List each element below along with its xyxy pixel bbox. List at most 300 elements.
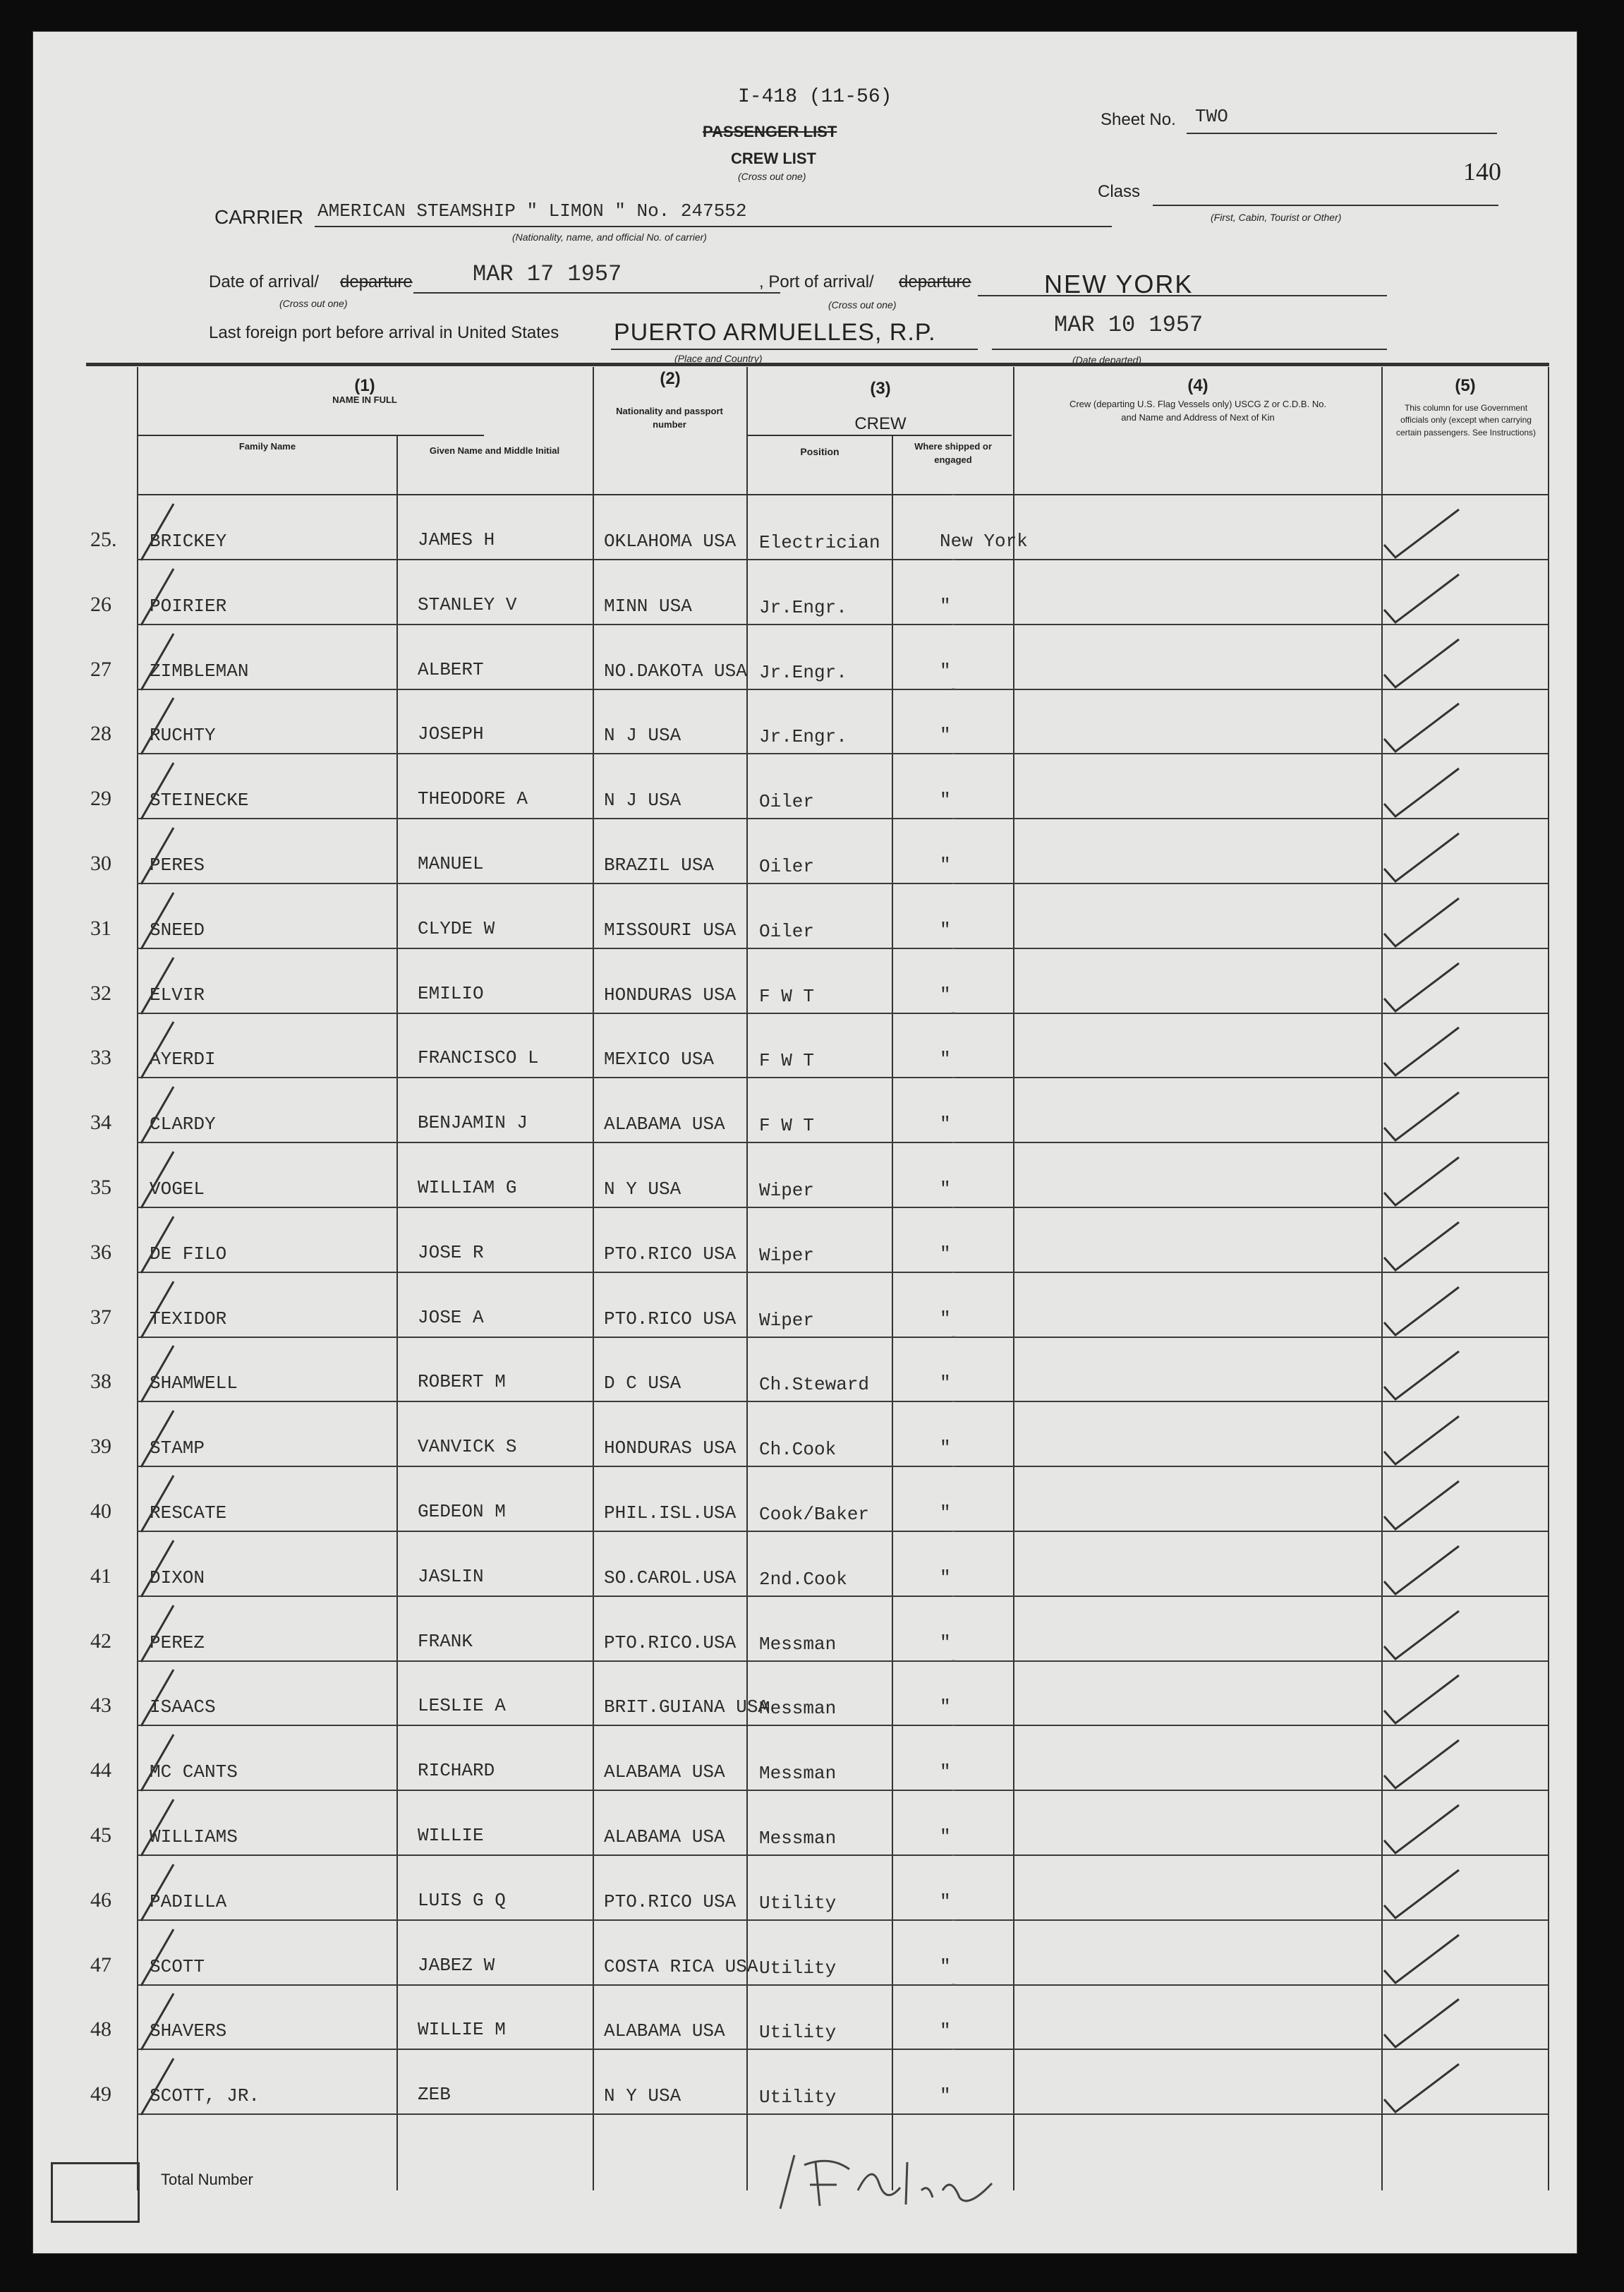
nationality-cell: MISSOURI USA	[604, 919, 737, 941]
family-name-cell: BRICKEY	[150, 531, 227, 552]
tick-mark: -	[950, 553, 957, 567]
nationality-cell: PTO.RICO USA	[604, 1243, 737, 1265]
where-shipped-cell: "	[940, 725, 951, 747]
check-slash-mark	[138, 1601, 181, 1668]
checkmark-icon	[1380, 893, 1465, 953]
checkmark-icon	[1380, 1217, 1465, 1277]
family-name-cell: VOGEL	[150, 1178, 205, 1200]
position-cell: F W T	[759, 985, 815, 1007]
table-row	[32, 1524, 1577, 1598]
given-name-cell: ZEB	[418, 2084, 451, 2106]
nationality-cell: N Y USA	[604, 2085, 681, 2107]
where-shipped-cell: "	[940, 1761, 951, 1783]
row-number: 30	[90, 852, 111, 875]
position-cell: Cook/Baker	[759, 1504, 870, 1525]
check-slash-mark	[138, 1665, 181, 1732]
table-row	[32, 1006, 1577, 1080]
row-number: 41	[90, 1564, 111, 1588]
col4-title: Crew (departing U.S. Flag Vessels only) USCG Z or C.D.B. No. and Name and Address of Next of Kin	[1069, 399, 1327, 423]
tick-mark: -	[950, 488, 957, 502]
position-cell: 2nd.Cook	[759, 1568, 847, 1590]
name-sub-rule	[138, 435, 484, 436]
check-slash-mark	[138, 1277, 181, 1344]
given-name-cell: RICHARD	[418, 1760, 495, 1782]
checkmark-icon	[1380, 1864, 1465, 1924]
row-number: 26	[90, 592, 111, 616]
class-label: Class	[1098, 182, 1141, 201]
tick-mark: -	[950, 1330, 957, 1345]
position-cell: Utility	[759, 1892, 837, 1914]
where-shipped-cell: "	[940, 1049, 951, 1070]
col1-num: (1)	[354, 376, 375, 395]
table-row	[32, 1848, 1577, 1922]
row-number: 25.	[90, 528, 117, 551]
row-number: 33	[90, 1046, 111, 1070]
given-name-cell: JOSE A	[418, 1306, 484, 1328]
row-rule	[137, 1854, 1548, 1856]
row-number: 32	[90, 981, 111, 1005]
row-number: 27	[90, 657, 111, 681]
col-given-head: Given Name and Middle Initial	[429, 445, 560, 456]
row-rule	[137, 1337, 1548, 1338]
row-rule	[137, 2113, 1548, 2115]
date-departed-note: (Date departed)	[1072, 354, 1142, 366]
check-slash-mark	[138, 1536, 181, 1603]
row-number: 35	[90, 1176, 111, 1199]
checkmark-icon	[1380, 1281, 1465, 1341]
page-number: 140	[1463, 157, 1501, 186]
last-port-label: Last foreign port before arrival in United States	[209, 323, 559, 342]
checkmark-icon	[1380, 1346, 1465, 1406]
carrier-label: CARRIER	[214, 206, 304, 228]
position-cell: Utility	[759, 2087, 837, 2109]
where-shipped-cell: "	[940, 2085, 951, 2107]
nationality-cell: HONDURAS USA	[604, 1437, 737, 1459]
date-rule	[413, 292, 780, 294]
row-rule	[137, 1466, 1548, 1467]
row-number: 38	[90, 1370, 111, 1394]
header-bottom-rule	[138, 494, 1548, 495]
position-cell: Wiper	[759, 1244, 815, 1266]
position-cell: Oiler	[759, 920, 815, 942]
date-label: Date of arrival/	[209, 272, 320, 291]
tick-mark: -	[950, 1654, 957, 1669]
family-name-cell: SHAMWELL	[150, 1373, 238, 1394]
row-rule	[137, 1790, 1548, 1791]
tick-mark: -	[950, 617, 957, 632]
position-cell: Messman	[759, 1763, 837, 1785]
sheet-label: Sheet No.	[1101, 110, 1176, 129]
row-number: 47	[90, 1953, 111, 1977]
tick-mark: -	[950, 747, 957, 762]
row-rule	[137, 1660, 1548, 1662]
table-row	[32, 1978, 1577, 2051]
check-slash-mark	[138, 1018, 181, 1085]
given-name-cell: CLYDE W	[418, 917, 495, 939]
checkmark-icon	[1380, 1411, 1465, 1471]
checkmark-icon	[1380, 634, 1465, 694]
row-number: 46	[90, 1888, 111, 1912]
table-row	[32, 1460, 1577, 1533]
tick-mark: -	[950, 1913, 957, 1928]
position-cell: F W T	[759, 1115, 815, 1137]
check-slash-mark	[138, 1989, 181, 2056]
given-name-cell: JOSEPH	[418, 723, 484, 745]
last-port-rule	[611, 349, 978, 350]
check-slash-mark	[138, 500, 181, 567]
nationality-cell: PTO.RICO.USA	[604, 1631, 737, 1653]
family-name-cell: TEXIDOR	[150, 1308, 227, 1329]
row-number: 39	[90, 1435, 111, 1459]
checkmark-icon	[1380, 1152, 1465, 1212]
row-rule	[137, 1531, 1548, 1532]
checkmark-icon	[1380, 1994, 1465, 2053]
where-shipped-cell: "	[940, 919, 951, 941]
tick-mark: -	[950, 876, 957, 891]
position-cell: Ch.Cook	[759, 1439, 837, 1461]
checkmark-icon	[1380, 2058, 1465, 2118]
crew-list-form	[32, 31, 1577, 2254]
tick-mark: -	[950, 1460, 957, 1474]
port-value: NEW YORK	[1044, 270, 1194, 298]
family-name-cell: AYERDI	[150, 1049, 216, 1070]
family-name-cell: PEREZ	[150, 1631, 205, 1653]
family-name-cell: PERES	[150, 855, 205, 876]
last-port-value: PUERTO ARMUELLES, R.P.	[614, 319, 936, 346]
tick-mark: -	[950, 1136, 957, 1150]
table-row	[32, 488, 1577, 562]
nationality-cell: MEXICO USA	[604, 1049, 715, 1070]
table-row	[32, 812, 1577, 886]
family-name-cell: RUCHTY	[150, 725, 216, 747]
carrier-value: AMERICAN STEAMSHIP " LIMON " No. 247552	[317, 200, 747, 222]
tick-mark: -	[950, 1265, 957, 1280]
where-shipped-cell: "	[940, 855, 951, 876]
given-name-cell: THEODORE A	[418, 788, 528, 810]
table-row	[32, 1654, 1577, 1727]
nationality-cell: N J USA	[604, 725, 681, 747]
row-number: 29	[90, 787, 111, 811]
table-row	[32, 1784, 1577, 1857]
check-slash-mark	[138, 1471, 181, 1538]
table-row	[32, 1330, 1577, 1404]
where-shipped-cell: "	[940, 984, 951, 1006]
family-name-cell: SCOTT	[150, 1955, 205, 1977]
tick-mark: -	[950, 1848, 957, 1863]
row-rule	[137, 624, 1548, 625]
position-cell: Utility	[759, 2022, 837, 2044]
check-slash-mark	[138, 1341, 181, 1409]
given-name-cell: BENJAMIN J	[418, 1112, 528, 1134]
col2-title: Nationality and passport number	[616, 406, 723, 430]
row-number: 40	[90, 1500, 111, 1523]
family-name-cell: POIRIER	[150, 595, 227, 617]
row-rule	[137, 818, 1548, 819]
col3-title: CREW	[854, 414, 907, 433]
row-number: 34	[90, 1111, 111, 1135]
nationality-cell: BRIT.GUIANA USA	[604, 1696, 770, 1718]
col4-num: (4)	[1187, 376, 1208, 395]
nationality-cell: D C USA	[604, 1373, 681, 1394]
check-slash-mark	[138, 2054, 181, 2121]
table-row	[32, 1071, 1577, 1145]
nationality-cell: PTO.RICO USA	[604, 1890, 737, 1912]
where-shipped-cell: "	[940, 1502, 951, 1524]
check-slash-mark	[138, 824, 181, 891]
where-shipped-cell: "	[940, 790, 951, 812]
tick-mark: -	[950, 1978, 957, 1993]
row-number: 44	[90, 1759, 111, 1783]
nationality-cell: ALABAMA USA	[604, 1826, 725, 1847]
given-name-cell: VANVICK S	[418, 1436, 517, 1458]
given-name-cell: WILLIE M	[418, 2019, 506, 2041]
family-name-cell: DE FILO	[150, 1243, 227, 1265]
col-where-head: Where shipped or engaged	[914, 441, 992, 465]
table-top-rule	[86, 363, 1549, 366]
given-name-cell: WILLIAM G	[418, 1177, 517, 1198]
row-rule	[137, 948, 1548, 949]
checkmark-icon	[1380, 569, 1465, 629]
check-slash-mark	[138, 1406, 181, 1473]
last-port-note: (Place and Country)	[674, 353, 763, 364]
port-note: (Cross out one)	[828, 299, 897, 310]
family-name-cell: PADILLA	[150, 1890, 227, 1912]
row-number: 36	[90, 1240, 111, 1264]
row-rule	[137, 753, 1548, 754]
check-slash-mark	[138, 1860, 181, 1927]
row-number: 48	[90, 2017, 111, 2041]
given-name-cell: LUIS G Q	[418, 1889, 506, 1911]
class-rule	[1153, 205, 1498, 206]
where-shipped-cell: "	[940, 1631, 951, 1653]
where-shipped-cell: "	[940, 595, 951, 617]
nationality-cell: SO.CAROL.USA	[604, 1567, 737, 1588]
date-value: MAR 17 1957	[473, 261, 622, 287]
family-name-cell: STAMP	[150, 1437, 205, 1459]
table-row	[32, 1913, 1577, 1987]
where-shipped-cell: "	[940, 2020, 951, 2042]
table-row	[32, 1589, 1577, 1663]
nationality-cell: ALABAMA USA	[604, 2020, 725, 2042]
checkmark-icon	[1380, 1540, 1465, 1600]
given-name-cell: ROBERT M	[418, 1371, 506, 1393]
col-position-head: Position	[800, 446, 840, 457]
tick-mark: -	[950, 2043, 957, 2058]
row-number: 49	[90, 2082, 111, 2106]
given-name-cell: JAMES H	[418, 529, 495, 550]
family-name-cell: ISAACS	[150, 1696, 216, 1718]
row-number: 31	[90, 916, 111, 940]
checkmark-icon	[1380, 1605, 1465, 1665]
total-number-label: Total Number	[161, 2171, 253, 2188]
checkmark-icon	[1380, 1087, 1465, 1147]
col5-title: This column for use Government officials only (except when carrying certain passengers. See Instructions)	[1395, 403, 1537, 438]
position-cell: Jr.Engr.	[759, 661, 847, 683]
position-cell: Messman	[759, 1633, 837, 1655]
given-name-cell: EMILIO	[418, 982, 484, 1004]
checkmark-icon	[1380, 504, 1465, 564]
date-departed-rule	[992, 349, 1387, 350]
position-cell: Messman	[759, 1828, 837, 1849]
checkmark-icon	[1380, 1799, 1465, 1859]
checkmark-icon	[1380, 1022, 1465, 1082]
position-cell: Utility	[759, 1957, 837, 1979]
family-name-cell: ELVIR	[150, 984, 205, 1006]
table-row	[32, 747, 1577, 821]
nationality-cell: BRAZIL USA	[604, 855, 715, 876]
col-family-head: Family Name	[238, 441, 296, 452]
family-name-cell: DIXON	[150, 1567, 205, 1588]
given-name-cell: JOSE R	[418, 1241, 484, 1263]
position-cell: Ch.Steward	[759, 1374, 870, 1396]
table-row	[32, 1200, 1577, 1274]
nationality-cell: PHIL.ISL.USA	[604, 1502, 737, 1524]
check-slash-mark	[138, 953, 181, 1020]
table-row	[32, 1265, 1577, 1339]
family-name-cell: MC CANTS	[150, 1761, 238, 1783]
where-shipped-cell: "	[940, 1696, 951, 1718]
row-rule	[137, 1725, 1548, 1726]
carrier-rule	[315, 226, 1112, 227]
row-rule	[137, 1272, 1548, 1273]
date-note: (Cross out one)	[279, 298, 348, 309]
table-row	[32, 682, 1577, 756]
row-number: 28	[90, 722, 111, 746]
tick-mark: -	[950, 1719, 957, 1734]
where-shipped-cell: "	[940, 1567, 951, 1588]
checkmark-icon	[1380, 1929, 1465, 1989]
class-note: (First, Cabin, Tourist or Other)	[1211, 212, 1342, 223]
checkmark-icon	[1380, 828, 1465, 888]
nationality-cell: N J USA	[604, 790, 681, 812]
check-slash-mark	[138, 1925, 181, 1992]
row-rule	[137, 559, 1548, 560]
row-rule	[137, 1919, 1548, 1921]
position-cell: Wiper	[759, 1309, 815, 1331]
given-name-cell: STANLEY V	[418, 593, 517, 615]
col2-num: (2)	[660, 369, 681, 388]
family-name-cell: SHAVERS	[150, 2020, 227, 2042]
tick-mark: -	[950, 1200, 957, 1215]
title-crossed: PASSENGER LIST	[703, 123, 837, 140]
nationality-cell: N Y USA	[604, 1178, 681, 1200]
family-name-cell: STEINECKE	[150, 790, 249, 812]
position-cell: Oiler	[759, 791, 815, 813]
tick-mark: -	[950, 1006, 957, 1021]
tick-mark: -	[950, 812, 957, 826]
carrier-note: (Nationality, name, and official No. of carrier)	[512, 231, 707, 243]
check-slash-mark	[138, 1082, 181, 1150]
family-name-cell: CLARDY	[150, 1114, 216, 1135]
check-slash-mark	[138, 565, 181, 632]
table-row	[32, 876, 1577, 951]
tick-mark: -	[950, 941, 957, 956]
family-name-cell: SCOTT, JR.	[150, 2085, 260, 2107]
nationality-cell: ALABAMA USA	[604, 1761, 725, 1783]
where-shipped-cell: "	[940, 1178, 951, 1200]
check-slash-mark	[138, 694, 181, 761]
sheet-rule	[1187, 133, 1497, 134]
where-shipped-cell: "	[940, 660, 951, 682]
nationality-cell: HONDURAS USA	[604, 984, 737, 1006]
check-slash-mark	[138, 1730, 181, 1797]
checkmark-icon	[1380, 698, 1465, 758]
nationality-cell: OKLAHOMA USA	[604, 531, 737, 552]
table-row	[32, 2043, 1577, 2116]
tick-mark: -	[950, 1784, 957, 1798]
where-shipped-cell: New York	[940, 531, 1028, 552]
where-shipped-cell: "	[940, 1955, 951, 1977]
given-name-cell: LESLIE A	[418, 1695, 506, 1717]
where-shipped-cell: "	[940, 1308, 951, 1329]
table-row	[32, 1395, 1577, 1468]
check-slash-mark	[138, 1795, 181, 1862]
where-shipped-cell: "	[940, 1373, 951, 1394]
row-number: 37	[90, 1305, 111, 1329]
check-slash-mark	[138, 759, 181, 826]
table-row	[32, 1719, 1577, 1792]
row-rule	[137, 1207, 1548, 1208]
checkmark-icon	[1380, 1476, 1465, 1536]
port-rule	[978, 295, 1387, 296]
port-crossed: departure	[899, 272, 971, 291]
tick-mark: -	[950, 1589, 957, 1604]
position-cell: F W T	[759, 1050, 815, 1072]
given-name-cell: ALBERT	[418, 658, 484, 680]
family-name-cell: SNEED	[150, 919, 205, 941]
row-rule	[137, 2049, 1548, 2050]
position-cell: Jr.Engr.	[759, 726, 847, 748]
row-rule	[137, 1401, 1548, 1402]
row-rule	[137, 1013, 1548, 1014]
total-number-box	[51, 2162, 140, 2223]
given-name-cell: MANUEL	[418, 853, 484, 874]
col3-num: (3)	[870, 379, 891, 398]
position-cell: Wiper	[759, 1180, 815, 1201]
row-rule	[137, 1596, 1548, 1597]
row-rule	[137, 1142, 1548, 1143]
nationality-cell: NO.DAKOTA USA	[604, 660, 747, 682]
tick-mark: -	[950, 1524, 957, 1539]
row-number: 45	[90, 1823, 111, 1847]
table-row	[32, 617, 1577, 692]
row-rule	[137, 1077, 1548, 1078]
row-rule	[137, 1984, 1548, 1986]
signature	[766, 2148, 1048, 2212]
family-name-cell: ZIMBLEMAN	[150, 660, 249, 682]
tick-mark: -	[950, 682, 957, 697]
position-cell: Oiler	[759, 856, 815, 877]
nationality-cell: ALABAMA USA	[604, 1114, 725, 1135]
col5-num: (5)	[1455, 376, 1476, 395]
title-note: (Cross out one)	[738, 171, 806, 182]
checkmark-icon	[1380, 1670, 1465, 1730]
checkmark-icon	[1380, 763, 1465, 823]
check-slash-mark	[138, 629, 181, 696]
where-shipped-cell: "	[940, 1826, 951, 1847]
sheet-value: TWO	[1195, 106, 1228, 127]
checkmark-icon	[1380, 958, 1465, 1018]
nationality-cell: MINN USA	[604, 595, 692, 617]
given-name-cell: GEDEON M	[418, 1501, 506, 1522]
where-shipped-cell: "	[940, 1114, 951, 1135]
row-number: 43	[90, 1694, 111, 1718]
where-shipped-cell: "	[940, 1437, 951, 1459]
tick-mark: -	[950, 1071, 957, 1086]
row-rule	[137, 689, 1548, 690]
table-row	[32, 553, 1577, 627]
tick-mark: -	[950, 1395, 957, 1410]
